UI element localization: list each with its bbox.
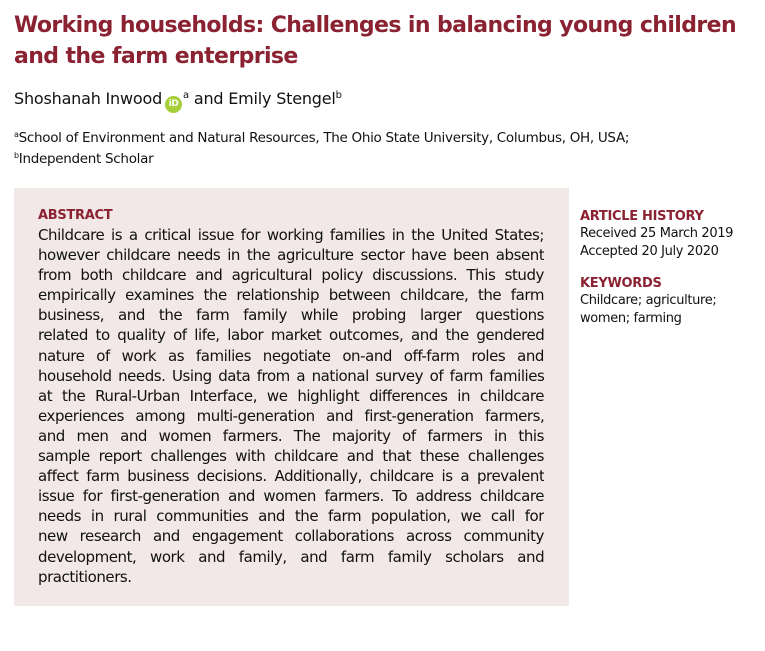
affiliation-item [14,128,629,149]
abstract-line: business, and the farm family while probing larger questions [38,306,544,325]
accepted-date: Accepted 20 July 2020 [580,244,719,259]
affiliation-text: School of Environment and Natural Resources, The Ohio State University, Columbus, OH, USA; [18,130,630,146]
abstract-line: Childcare is a critical issue for working families in the United States; [38,226,544,244]
author-joiner: and [188,89,229,108]
abstract-line: development, work and family, and farm family scholars and [38,547,544,566]
abstract-line: issue for first-generation and women farmers. To address childcare [38,487,544,506]
keywords-heading: KEYWORDS [580,276,662,291]
affiliation-mark[interactable]: b [335,90,342,101]
abstract-line: affect farm business decisions. Additionally, childcare is a prevalent [38,467,544,486]
abstract-line: empirically examines the relationship between childcare, the farm [38,286,544,305]
abstract-line: nature of work as families negotiate on-and off-farm roles and [38,346,544,365]
affiliation-mark: b [14,151,19,160]
author-name[interactable]: Shoshanah Inwood [14,89,163,108]
abstract-body [38,225,544,587]
abstract-line: and men and women farmers. The majority of farmers in this [38,426,544,445]
abstract-line: new research and engagement collaborations across community [38,527,544,546]
affiliation-item [14,149,629,170]
affiliation-mark: a [14,130,19,139]
article-sidebar [580,208,760,328]
abstract-line: from both childcare and agricultural policy discussions. This study [38,266,544,285]
abstract-line: sample report challenges with childcare and that these challenges [38,447,544,466]
keywords-line: women; farming [580,311,682,326]
abstract-line: needs in rural communities and the farm population, we call for [38,507,544,526]
abstract-line: household needs. Using data from a national survey of farm families [38,366,544,385]
affiliation-text: Independent Scholar [18,151,154,167]
orcid-icon[interactable]: iD [165,96,182,113]
affiliations [14,128,629,170]
abstract-line: related to quality of life, labor market outcomes, and the gendered [38,326,544,345]
article-history-heading: ARTICLE HISTORY [580,209,704,224]
affiliation-mark[interactable]: a [183,90,189,101]
abstract-line: practitioners. [38,567,132,586]
article-title: Working households: Challenges in balancing young children and the farm enterprise [14,13,737,69]
abstract-line: experiences among multi-generation and first-generation farmers, [38,406,544,425]
received-date: Received 25 March 2019 [580,226,734,241]
abstract-heading: ABSTRACT [38,208,113,223]
abstract-line: at the Rural-Urban Interface, we highlight differences in childcare [38,386,544,405]
keywords-line: Childcare; agriculture; [580,293,717,308]
abstract-line: however childcare needs in the agriculture sector have been absent [38,246,544,265]
author-name[interactable]: Emily Stengel [228,89,336,108]
abstract-box [14,188,569,606]
author-list [14,88,342,113]
